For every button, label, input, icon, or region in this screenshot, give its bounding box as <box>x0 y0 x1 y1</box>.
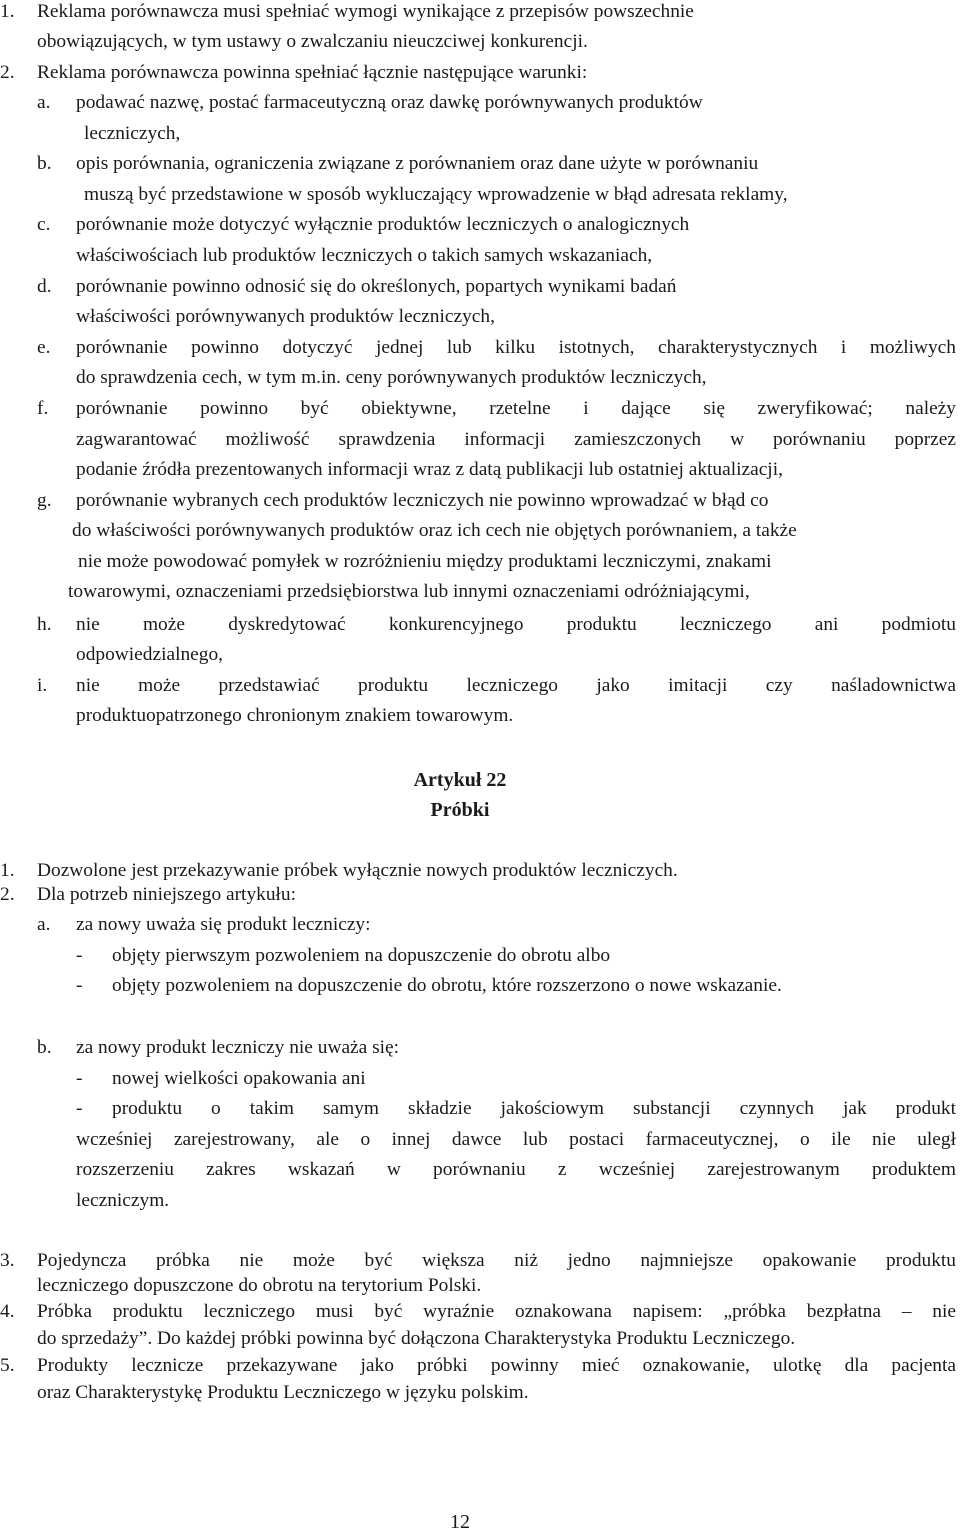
item-text: odpowiedzialnego, <box>76 644 224 665</box>
article-title: Artykuł 22 <box>413 769 507 791</box>
item-text: porównanie wybranych cech produktów leczniczych nie powinno wprowadzać w błąd co <box>76 490 769 511</box>
item-text: porównanie może dotyczyć wyłącznie produktów leczniczych o analogicznych <box>76 214 690 235</box>
item-number: 3. <box>0 1250 15 1271</box>
item-text: porównanie powinno dotyczyć jednej lub kilku istotnych, charakterystycznych i możliwych <box>76 337 956 358</box>
item-letter: b. <box>37 153 52 174</box>
item-number: 1. <box>0 860 15 881</box>
item-text: podawać nazwę, postać farmaceutyczną oraz dawkę porównywanych produktów <box>76 92 703 113</box>
paragraph-text: do sprzedaży”. Do każdej próbki powinna być dołączona Charakterystyka Produktu Leczniczego. <box>37 1328 796 1349</box>
item-letter: g. <box>37 490 52 511</box>
item-letter: i. <box>37 675 48 696</box>
item-number: 2. <box>0 884 15 905</box>
dash-marker: - <box>76 975 83 996</box>
item-text: wcześniej zarejestrowany, ale o innej dawce lub postaci farmaceutycznej, o ile nie uległ <box>76 1129 956 1150</box>
page-number: 12 <box>450 1511 470 1533</box>
item-text: nowej wielkości opakowania ani <box>112 1068 366 1089</box>
item-text: za nowy uważa się produkt leczniczy: <box>76 914 371 935</box>
item-text: opis porównania, ograniczenia związane z porównaniem oraz dane użyte w porównaniu <box>76 153 759 174</box>
paragraph-text: Próbka produktu leczniczego musi być wyraźnie oznakowana napisem: „próbka bezpłatna – nie <box>37 1301 956 1322</box>
item-text: porównanie powinno być obiektywne, rzetelne i dające się zweryfikować; należy <box>76 398 956 419</box>
item-letter: b. <box>37 1037 52 1058</box>
dash-marker: - <box>76 945 83 966</box>
item-text: nie może powodować pomyłek w rozróżnieniu między produktami leczniczymi, znakami <box>78 551 772 572</box>
item-letter: f. <box>37 398 49 419</box>
item-text: muszą być przedstawione w sposób wykluczający wprowadzenie w błąd adresata reklamy, <box>84 184 788 205</box>
item-text: leczniczym. <box>76 1190 170 1211</box>
paragraph-text: leczniczego dopuszczone do obrotu na terytorium Polski. <box>37 1275 482 1296</box>
item-text: nie może dyskredytować konkurencyjnego produktu leczniczego ani podmiotu <box>76 614 956 635</box>
item-text: towarowymi, oznaczeniami przedsiębiorstwa lub innymi oznaczeniami odróżniającymi, <box>68 581 750 602</box>
item-text: za nowy produkt leczniczy nie uważa się: <box>76 1037 400 1058</box>
dash-marker: - <box>76 1068 83 1089</box>
paragraph-text: Pojedyncza próbka nie może być większa niż jedno najmniejsze opakowanie produktu <box>37 1250 956 1271</box>
item-text: rozszerzeniu zakres wskazań w porównaniu z wcześniej zarejestrowanym produktem <box>76 1159 956 1180</box>
paragraph-text: oraz Charakterystykę Produktu Leczniczego w języku polskim. <box>37 1382 529 1403</box>
paragraph-text: Reklama porównawcza musi spełniać wymogi wynikające z przepisów powszechnie <box>37 1 694 22</box>
article-subtitle: Próbki <box>430 799 490 821</box>
item-text: objęty pozwoleniem na dopuszczenie do obrotu, które rozszerzono o nowe wskazanie. <box>112 975 782 996</box>
item-letter: a. <box>37 914 51 935</box>
item-number: 4. <box>0 1301 15 1322</box>
item-text: właściwości porównywanych produktów leczniczych, <box>76 306 495 327</box>
item-text: porównanie powinno odnosić się do określonych, popartych wynikami badań <box>76 276 677 297</box>
paragraph-text: Dozwolone jest przekazywanie próbek wyłącznie nowych produktów leczniczych. <box>37 860 678 881</box>
item-text: nie może przedstawiać produktu leczniczego jako imitacji czy naśladownictwa <box>76 675 956 696</box>
item-text: leczniczych, <box>84 123 181 144</box>
paragraph-text: Reklama porównawcza powinna spełniać łącznie następujące warunki: <box>37 62 588 83</box>
item-text: produktuopatrzonego chronionym znakiem towarowym. <box>76 705 514 726</box>
item-letter: d. <box>37 276 52 297</box>
item-text: zagwarantować możliwość sprawdzenia informacji zamieszczonych w porównaniu poprzez <box>76 429 956 450</box>
item-text: objęty pierwszym pozwoleniem na dopuszczenie do obrotu albo <box>112 945 611 966</box>
item-text: produktu o takim samym składzie jakościowym substancji czynnych jak produkt <box>112 1098 956 1119</box>
paragraph-text: obowiązujących, w tym ustawy o zwalczaniu nieuczciwej konkurencji. <box>37 31 588 52</box>
item-number: 5. <box>0 1355 15 1376</box>
item-text: podanie źródła prezentowanych informacji wraz z datą publikacji lub ostatniej aktualizacji, <box>76 459 783 480</box>
item-text: do sprawdzenia cech, w tym m.in. ceny porównywanych produktów leczniczych, <box>76 367 707 388</box>
item-number: 1. <box>0 1 15 22</box>
item-letter: a. <box>37 92 51 113</box>
item-letter: c. <box>37 214 51 235</box>
item-text: do właściwości porównywanych produktów oraz ich cech nie objętych porównaniem, a także <box>72 520 797 541</box>
item-letter: h. <box>37 614 52 635</box>
item-text: właściwościach lub produktów leczniczych o takich samych wskazaniach, <box>76 245 653 266</box>
item-number: 2. <box>0 62 15 83</box>
paragraph-text: Produkty lecznicze przekazywane jako próbki powinny mieć oznakowanie, ulotkę dla pacjenta <box>37 1355 956 1376</box>
paragraph-text: Dla potrzeb niniejszego artykułu: <box>37 884 296 905</box>
item-letter: e. <box>37 337 51 358</box>
dash-marker: - <box>76 1098 83 1119</box>
